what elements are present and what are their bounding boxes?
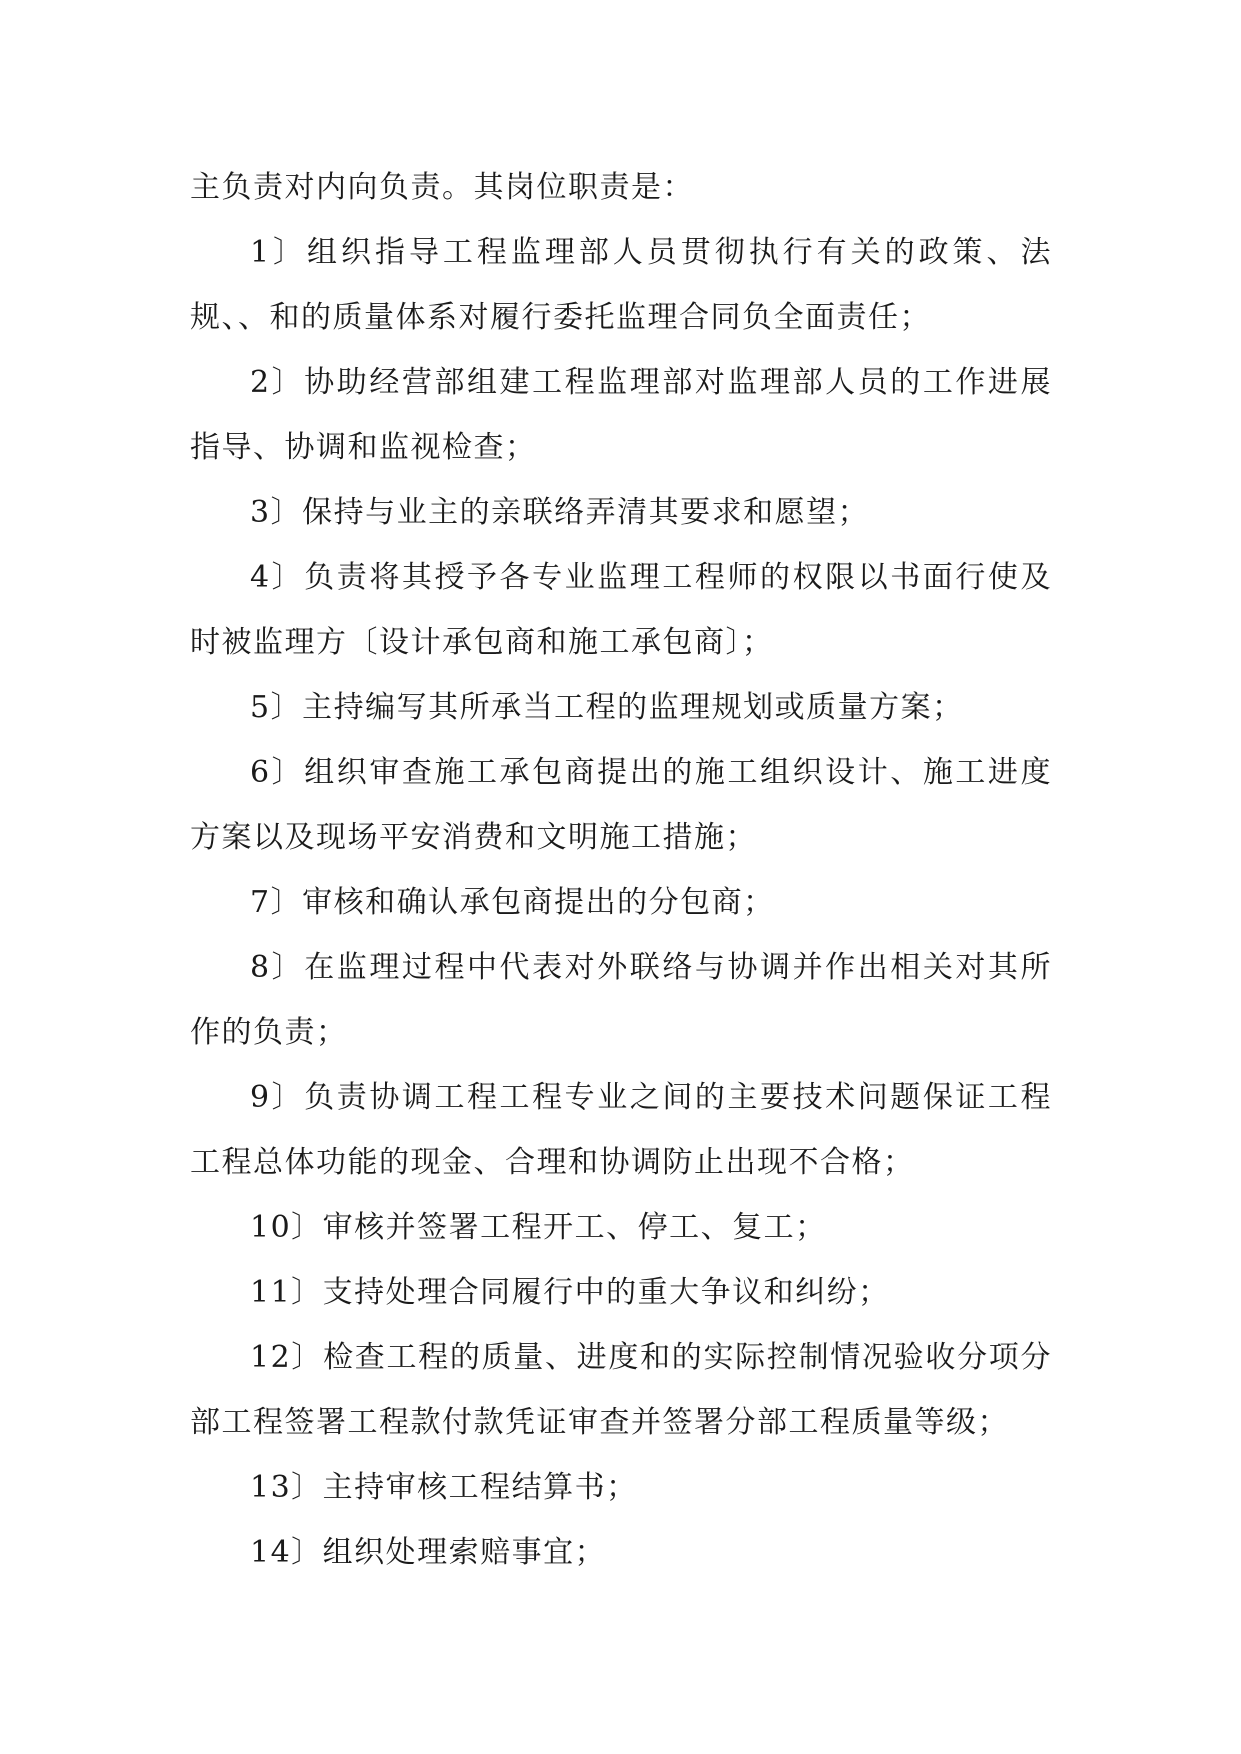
paragraph-item-11: 11〕支持处理合同履行中的重大争议和纠纷； (250, 1275, 890, 1310)
paragraph-item-10: 10〕审核并签署工程开工、停工、复工； (250, 1210, 827, 1245)
paragraph-item-1: 1〕组织指导工程监理部人员贯彻执行有关的政策、法规、、和的质量体系对履行委托监理合同负全面责任； (190, 235, 1052, 335)
paragraph-item-4: 4〕负责将其授予各专业监理工程师的权限以书面行使及时被监理方〔设计承包商和施工承包商〕； (190, 560, 1052, 660)
paragraph-item-2: 2〕协助经营部组建工程监理部对监理部人员的工作进展指导、协调和监视检查； (190, 365, 1052, 465)
paragraph-item-9: 9〕负责协调工程工程专业之间的主要技术问题保证工程工程总体功能的现金、合理和协调防止出现不合格； (190, 1080, 1052, 1180)
paragraph-item-12: 12〕检查工程的质量、进度和的实际控制情况验收分项分部工程签署工程款付款凭证审查并签署分部工程质量等级； (190, 1340, 1052, 1440)
paragraph-item-7: 7〕审核和确认承包商提出的分包商； (250, 885, 775, 920)
paragraph-item-5: 5〕主持编写其所承当工程的监理规划或质量方案； (250, 690, 964, 725)
paragraph-item-14: 14〕组织处理索赔事宜； (250, 1535, 607, 1570)
paragraph-item-8: 8〕在监理过程中代表对外联络与协调并作出相关对其所作的负责； (190, 950, 1052, 1050)
paragraph-item-3: 3〕保持与业主的亲联络弄清其要求和愿望； (250, 495, 870, 530)
document-body (190, 155, 1052, 1585)
paragraph-item-13: 13〕主持审核工程结算书； (250, 1470, 638, 1505)
paragraph-intro: 主负责对内向负责。其岗位职责是： (190, 170, 694, 205)
paragraph-item-6: 6〕组织审查施工承包商提出的施工组织设计、施工进度方案以及现场平安消费和文明施工措施； (190, 755, 1052, 855)
